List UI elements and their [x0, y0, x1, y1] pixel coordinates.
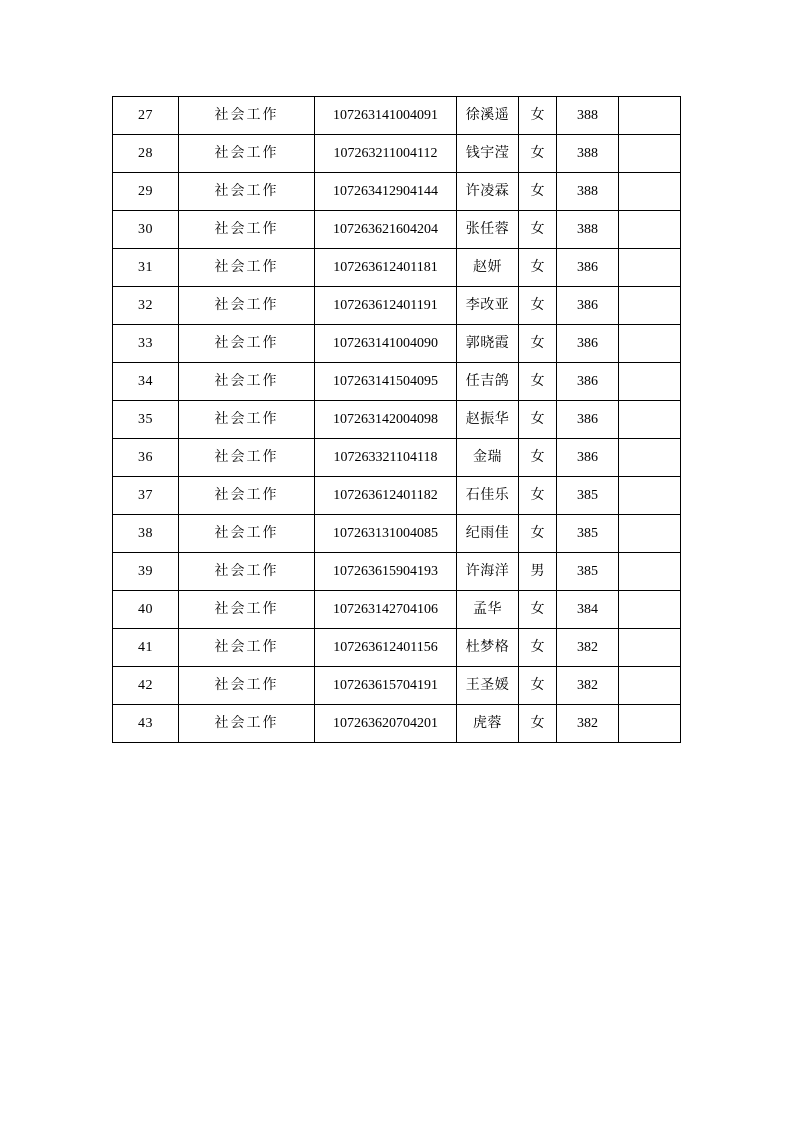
cell-score: 385 — [557, 515, 619, 553]
cell-score: 385 — [557, 477, 619, 515]
table-row — [113, 211, 681, 249]
cell-major: 社会工作 — [179, 667, 315, 705]
cell-name: 钱宇滢 — [457, 135, 519, 173]
cell-index: 28 — [113, 135, 179, 173]
cell-index: 40 — [113, 591, 179, 629]
table-row — [113, 629, 681, 667]
cell-score: 386 — [557, 287, 619, 325]
table-row — [113, 439, 681, 477]
cell-note — [619, 515, 681, 553]
cell-index: 29 — [113, 173, 179, 211]
cell-sex: 女 — [519, 173, 557, 211]
cell-index: 38 — [113, 515, 179, 553]
roster-table-container — [112, 96, 680, 743]
cell-score: 384 — [557, 591, 619, 629]
cell-score: 388 — [557, 173, 619, 211]
cell-sex: 女 — [519, 401, 557, 439]
cell-name: 赵妍 — [457, 249, 519, 287]
table-row — [113, 287, 681, 325]
cell-major: 社会工作 — [179, 287, 315, 325]
table-row — [113, 325, 681, 363]
cell-index: 42 — [113, 667, 179, 705]
cell-score: 385 — [557, 553, 619, 591]
table-row — [113, 515, 681, 553]
cell-index: 39 — [113, 553, 179, 591]
cell-name: 纪雨佳 — [457, 515, 519, 553]
cell-index: 35 — [113, 401, 179, 439]
cell-note — [619, 173, 681, 211]
cell-sex: 女 — [519, 439, 557, 477]
cell-sex: 女 — [519, 629, 557, 667]
cell-note — [619, 553, 681, 591]
table-row — [113, 249, 681, 287]
table-row — [113, 363, 681, 401]
table-row — [113, 553, 681, 591]
cell-admission-id: 107263412904144 — [315, 173, 457, 211]
cell-admission-id: 107263131004085 — [315, 515, 457, 553]
cell-major: 社会工作 — [179, 173, 315, 211]
cell-note — [619, 477, 681, 515]
cell-note — [619, 325, 681, 363]
cell-major: 社会工作 — [179, 135, 315, 173]
cell-admission-id: 107263141004090 — [315, 325, 457, 363]
cell-admission-id: 107263142704106 — [315, 591, 457, 629]
cell-name: 王圣媛 — [457, 667, 519, 705]
cell-major: 社会工作 — [179, 629, 315, 667]
cell-name: 金瑞 — [457, 439, 519, 477]
cell-sex: 女 — [519, 249, 557, 287]
cell-major: 社会工作 — [179, 401, 315, 439]
cell-note — [619, 705, 681, 743]
cell-score: 382 — [557, 629, 619, 667]
cell-note — [619, 667, 681, 705]
cell-sex: 女 — [519, 705, 557, 743]
cell-major: 社会工作 — [179, 477, 315, 515]
table-row — [113, 173, 681, 211]
cell-name: 赵振华 — [457, 401, 519, 439]
cell-note — [619, 363, 681, 401]
cell-score: 386 — [557, 249, 619, 287]
cell-admission-id: 107263615904193 — [315, 553, 457, 591]
cell-score: 386 — [557, 401, 619, 439]
cell-major: 社会工作 — [179, 705, 315, 743]
cell-score: 388 — [557, 135, 619, 173]
cell-sex: 女 — [519, 287, 557, 325]
cell-name: 许凌霖 — [457, 173, 519, 211]
cell-name: 徐溪遥 — [457, 97, 519, 135]
cell-major: 社会工作 — [179, 553, 315, 591]
cell-sex: 女 — [519, 363, 557, 401]
cell-index: 37 — [113, 477, 179, 515]
roster-table-body — [113, 97, 681, 743]
cell-index: 33 — [113, 325, 179, 363]
roster-table — [112, 96, 681, 743]
cell-sex: 女 — [519, 325, 557, 363]
cell-admission-id: 107263141504095 — [315, 363, 457, 401]
table-row — [113, 97, 681, 135]
cell-name: 李改亚 — [457, 287, 519, 325]
cell-major: 社会工作 — [179, 439, 315, 477]
cell-note — [619, 591, 681, 629]
cell-sex: 女 — [519, 667, 557, 705]
cell-index: 43 — [113, 705, 179, 743]
cell-index: 27 — [113, 97, 179, 135]
cell-index: 41 — [113, 629, 179, 667]
cell-sex: 女 — [519, 135, 557, 173]
cell-name: 虎蓉 — [457, 705, 519, 743]
cell-name: 许海洋 — [457, 553, 519, 591]
cell-name: 孟华 — [457, 591, 519, 629]
cell-index: 32 — [113, 287, 179, 325]
cell-score: 388 — [557, 211, 619, 249]
cell-index: 36 — [113, 439, 179, 477]
cell-admission-id: 107263615704191 — [315, 667, 457, 705]
cell-admission-id: 107263612401156 — [315, 629, 457, 667]
cell-major: 社会工作 — [179, 363, 315, 401]
cell-name: 张任蓉 — [457, 211, 519, 249]
cell-score: 386 — [557, 439, 619, 477]
cell-note — [619, 211, 681, 249]
cell-admission-id: 107263612401181 — [315, 249, 457, 287]
cell-major: 社会工作 — [179, 249, 315, 287]
table-row — [113, 591, 681, 629]
cell-name: 杜梦格 — [457, 629, 519, 667]
cell-admission-id: 107263620704201 — [315, 705, 457, 743]
cell-index: 31 — [113, 249, 179, 287]
table-row — [113, 401, 681, 439]
cell-score: 388 — [557, 97, 619, 135]
cell-sex: 女 — [519, 515, 557, 553]
cell-name: 郭晓霞 — [457, 325, 519, 363]
cell-index: 30 — [113, 211, 179, 249]
cell-sex: 女 — [519, 97, 557, 135]
cell-name: 石佳乐 — [457, 477, 519, 515]
cell-note — [619, 249, 681, 287]
cell-note — [619, 401, 681, 439]
cell-sex: 女 — [519, 477, 557, 515]
cell-major: 社会工作 — [179, 325, 315, 363]
cell-major: 社会工作 — [179, 97, 315, 135]
cell-note — [619, 97, 681, 135]
cell-admission-id: 107263621604204 — [315, 211, 457, 249]
table-row — [113, 477, 681, 515]
cell-sex: 女 — [519, 591, 557, 629]
cell-note — [619, 439, 681, 477]
cell-sex: 女 — [519, 211, 557, 249]
table-row — [113, 667, 681, 705]
cell-major: 社会工作 — [179, 515, 315, 553]
cell-major: 社会工作 — [179, 591, 315, 629]
cell-note — [619, 135, 681, 173]
cell-admission-id: 107263321104118 — [315, 439, 457, 477]
cell-score: 386 — [557, 325, 619, 363]
cell-admission-id: 107263612401182 — [315, 477, 457, 515]
cell-sex: 男 — [519, 553, 557, 591]
cell-index: 34 — [113, 363, 179, 401]
cell-score: 386 — [557, 363, 619, 401]
cell-admission-id: 107263142004098 — [315, 401, 457, 439]
table-row — [113, 705, 681, 743]
cell-score: 382 — [557, 705, 619, 743]
table-row — [113, 135, 681, 173]
cell-note — [619, 629, 681, 667]
cell-name: 任吉鸽 — [457, 363, 519, 401]
cell-score: 382 — [557, 667, 619, 705]
cell-admission-id: 107263141004091 — [315, 97, 457, 135]
cell-major: 社会工作 — [179, 211, 315, 249]
cell-admission-id: 107263211004112 — [315, 135, 457, 173]
cell-note — [619, 287, 681, 325]
cell-admission-id: 107263612401191 — [315, 287, 457, 325]
